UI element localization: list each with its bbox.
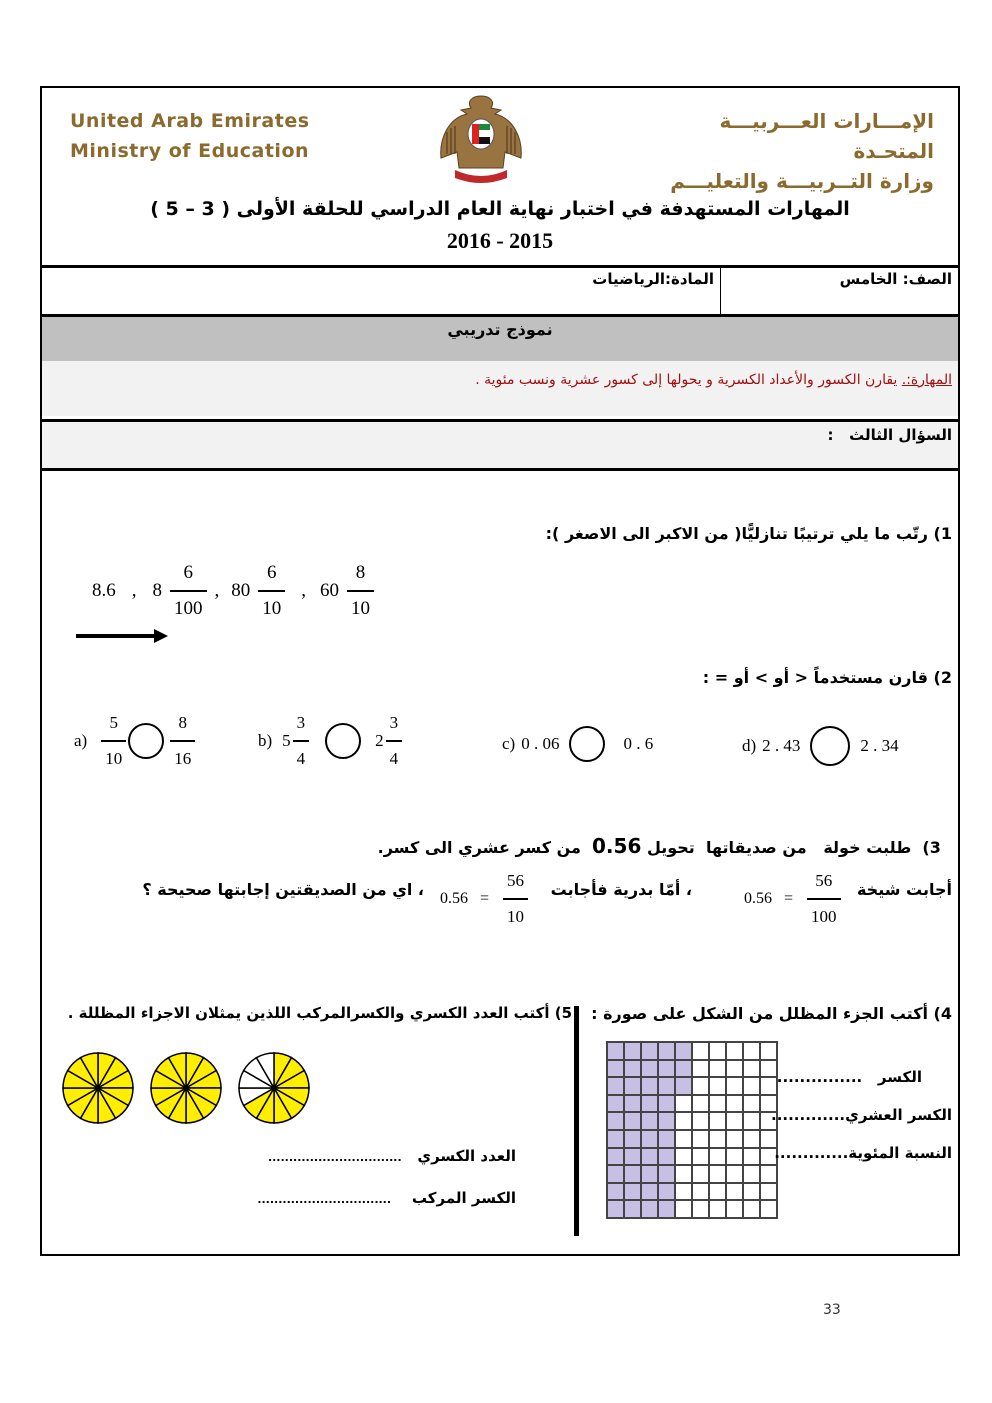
grid-cell	[675, 1148, 692, 1166]
grid-cell	[726, 1148, 743, 1166]
grid-cell	[743, 1183, 760, 1201]
grid-cell	[743, 1200, 760, 1218]
answer-circle-d[interactable]	[810, 726, 850, 766]
divider	[720, 267, 721, 315]
q1-prompt: 1) رتّب ما يلي ترتيبًا تنازليًّا( من الاكبر الى الاصغر ):	[545, 524, 952, 543]
grid-cell	[726, 1060, 743, 1078]
grid-cell-shaded	[624, 1060, 641, 1078]
grid-cell-shaded	[624, 1165, 641, 1183]
grid-cell	[743, 1042, 760, 1060]
fraction-circle-icon	[148, 1050, 224, 1126]
grid-cell	[675, 1165, 692, 1183]
skill-line	[475, 372, 952, 388]
q5-fields	[257, 1136, 516, 1220]
skill-box	[42, 361, 958, 416]
grid-cell-shaded	[624, 1148, 641, 1166]
grid-cell	[709, 1077, 726, 1095]
q1-item-4-whole: 60	[320, 580, 339, 601]
grid-cell-shaded	[624, 1077, 641, 1095]
fraction-circles	[60, 1050, 312, 1126]
grid-cell-shaded	[641, 1200, 658, 1218]
grid-cell	[709, 1060, 726, 1078]
logo-ar-line1: الإمـــارات العـــربيـــة المتحـدة	[719, 109, 934, 163]
grid-cell	[726, 1095, 743, 1113]
q4-prompt: 4) أكتب الجزء المظلل من الشكل على صورة :	[591, 1004, 952, 1023]
grid-cell	[760, 1042, 777, 1060]
grid-cell-shaded	[658, 1165, 675, 1183]
subject-label: المادة:الرياضيات	[592, 270, 714, 288]
right-arrow-icon	[76, 628, 168, 648]
q2-label-d: d)	[742, 736, 757, 755]
grid-cell	[743, 1130, 760, 1148]
grid-cell	[675, 1095, 692, 1113]
grid-cell	[760, 1200, 777, 1218]
grid-cell	[726, 1130, 743, 1148]
q3-answer-a: 0.56 = $\frac{56}{100}$	[744, 870, 843, 928]
page-title: المهارات المستهدفة في اختبار نهاية العام الدراسي للحلقة الأولى ( 3 – 5 )	[150, 198, 850, 220]
q4-fields	[771, 1058, 952, 1172]
grid-cell	[709, 1112, 726, 1130]
grid-cell	[709, 1148, 726, 1166]
grid-cell	[709, 1042, 726, 1060]
q4-field-label: النسبة المئوية	[848, 1144, 952, 1162]
answer-circle-a[interactable]	[128, 723, 164, 759]
grid-cell-shaded	[624, 1130, 641, 1148]
grid-cell-shaded	[607, 1130, 624, 1148]
answer-circle-c[interactable]	[569, 726, 605, 762]
q3-answer-b: 0.56 = $\frac{56}{10}$	[440, 870, 530, 928]
q4-field-label: الكسر العشري	[845, 1106, 952, 1124]
grid-cell-shaded	[641, 1148, 658, 1166]
q2-label-a: a)	[74, 731, 88, 750]
q2-label-c: c)	[502, 734, 516, 753]
grid-cell-shaded	[624, 1095, 641, 1113]
grid-cell-shaded	[607, 1183, 624, 1201]
grid-cell	[675, 1130, 692, 1148]
decimal-blank[interactable]: .............	[771, 1106, 846, 1124]
logo-ar-line2: وزارة التــربيـــة والتعليـــم	[670, 169, 934, 193]
grid-cell	[743, 1077, 760, 1095]
grid-cell-shaded	[607, 1200, 624, 1218]
grid-cell-shaded	[607, 1060, 624, 1078]
grid-cell-shaded	[607, 1042, 624, 1060]
separator: ,	[214, 580, 220, 601]
grid-cell	[692, 1095, 709, 1113]
grid-cell-shaded	[675, 1077, 692, 1095]
q3-value: 0.56	[592, 834, 642, 858]
skill-label: المهارة:.	[901, 372, 952, 388]
fraction-circle-icon	[236, 1050, 312, 1126]
grid-cell	[692, 1200, 709, 1218]
grid-cell-shaded	[658, 1042, 675, 1060]
q3-answer-a-label: أجابت شيخة	[856, 880, 952, 899]
logo-en-line2: Ministry of Education	[70, 140, 310, 162]
grid-cell	[692, 1112, 709, 1130]
grid-cell	[709, 1183, 726, 1201]
hundred-grid	[606, 1041, 778, 1219]
grid-cell-shaded	[624, 1183, 641, 1201]
improper-fraction-blank[interactable]: ................................	[257, 1193, 392, 1206]
grid-cell-shaded	[641, 1060, 658, 1078]
grid-cell-shaded	[675, 1060, 692, 1078]
grid-cell-shaded	[641, 1095, 658, 1113]
grid-cell	[726, 1165, 743, 1183]
grid-cell-shaded	[658, 1200, 675, 1218]
q2-prompt: 2) قارن مستخدماً < أو > أو = :	[702, 668, 952, 687]
grid-cell	[709, 1200, 726, 1218]
grid-cell-shaded	[607, 1077, 624, 1095]
fraction-circle-icon	[60, 1050, 136, 1126]
grid-cell-shaded	[658, 1148, 675, 1166]
grid-cell-shaded	[658, 1060, 675, 1078]
grid-cell	[709, 1130, 726, 1148]
grid-cell-shaded	[624, 1200, 641, 1218]
q3-middle-text: ، أمّا بدرية فأجابت	[550, 880, 692, 899]
grid-cell	[726, 1112, 743, 1130]
q3-prompt: 3) طلبت خولة من صديقاتها تحويل 0.56 من كسر عشري الى كسر.	[377, 834, 941, 858]
grid-cell-shaded	[607, 1112, 624, 1130]
grid-cell-shaded	[607, 1095, 624, 1113]
grid-cell	[692, 1130, 709, 1148]
mixed-number-blank[interactable]: ................................	[267, 1151, 402, 1164]
grid-cell	[692, 1060, 709, 1078]
skill-text: يقارن الكسور والأعداد الكسرية و يحولها إلى كسور عشرية ونسب مئوية .	[475, 372, 902, 388]
separator: ,	[131, 580, 137, 601]
q2-item-a: a) $\frac{5}{10}$ $\frac{8}{16}$	[74, 712, 197, 770]
grid-cell-shaded	[624, 1112, 641, 1130]
grid-cell-shaded	[641, 1130, 658, 1148]
grid-cell	[675, 1183, 692, 1201]
fraction-blank[interactable]: ...............	[776, 1068, 863, 1086]
grid-cell-shaded	[641, 1112, 658, 1130]
vertical-divider	[574, 1006, 579, 1236]
grid-cell-shaded	[675, 1042, 692, 1060]
grid-cell	[692, 1165, 709, 1183]
divider	[40, 265, 960, 268]
grid-cell-shaded	[641, 1077, 658, 1095]
divider	[40, 468, 960, 471]
question-header-box	[42, 422, 958, 468]
grid-cell	[692, 1148, 709, 1166]
grid-cell	[726, 1200, 743, 1218]
q2-item-c: c) 0 . 06 0 . 6	[502, 726, 653, 762]
q1-item-2-whole: 8	[152, 580, 162, 601]
grid-cell	[743, 1060, 760, 1078]
grid-cell-shaded	[641, 1183, 658, 1201]
grid-cell-shaded	[607, 1165, 624, 1183]
page-number: 33	[823, 1302, 841, 1318]
grid-cell-shaded	[641, 1042, 658, 1060]
q3-question: ، اي من الصديقتين إجابتها صحيحة ؟	[142, 880, 424, 899]
banner-title: نموذج تدريبي	[447, 320, 553, 339]
question-header: السؤال الثالث :	[827, 426, 952, 444]
grid-cell	[743, 1165, 760, 1183]
grid-cell-shaded	[658, 1077, 675, 1095]
grid-cell	[743, 1112, 760, 1130]
grid-cell	[743, 1148, 760, 1166]
grid-cell-shaded	[658, 1112, 675, 1130]
q2-label-b: b)	[258, 731, 273, 750]
grid-cell-shaded	[658, 1130, 675, 1148]
separator: ,	[301, 580, 306, 601]
grid-cell	[726, 1183, 743, 1201]
q5-field-label: العدد الكسري	[417, 1147, 516, 1165]
grid-cell-shaded	[658, 1183, 675, 1201]
grid-cell-shaded	[641, 1165, 658, 1183]
q1-item-2-fraction: $\frac{6}{100}$	[170, 562, 207, 620]
q1-numbers	[92, 562, 376, 620]
logo-en-line1: United Arab Emirates	[70, 110, 310, 132]
grid-cell	[675, 1200, 692, 1218]
q2-item-b: b) 5 $\frac{3}{4}$ 2 $\frac{3}{4}$	[258, 712, 404, 770]
grid-cell	[675, 1112, 692, 1130]
q1-item-3-whole: 80	[231, 580, 251, 601]
percent-blank[interactable]: .............	[774, 1144, 849, 1162]
grid-cell	[726, 1077, 743, 1095]
grid-cell	[692, 1077, 709, 1095]
grid-cell-shaded	[607, 1148, 624, 1166]
grid-cell	[692, 1183, 709, 1201]
grid-cell-shaded	[624, 1042, 641, 1060]
grid-cell	[726, 1042, 743, 1060]
grid-cell	[709, 1095, 726, 1113]
uae-emblem-icon	[433, 88, 529, 188]
grade-label: الصف: الخامس	[839, 270, 952, 288]
q5-field-label: الكسر المركب	[411, 1189, 516, 1207]
grid-cell-shaded	[658, 1095, 675, 1113]
answer-circle-b[interactable]	[325, 723, 361, 759]
logo-ar	[634, 106, 934, 196]
grid-cell	[692, 1042, 709, 1060]
grid-cell	[743, 1095, 760, 1113]
q4-field-label: الكسر	[877, 1068, 922, 1086]
q5-prompt: 5) أكتب العدد الكسري والكسرالمركب اللذين يمثلان الاجزاء المظللة .	[67, 1004, 572, 1022]
grid-cell	[760, 1183, 777, 1201]
q1-item-4-fraction: $\frac{8}{10}$	[347, 562, 374, 620]
q1-item-1: 8.6	[92, 580, 116, 601]
grid-cell	[709, 1165, 726, 1183]
academic-year: 2016 - 2015	[446, 228, 554, 253]
q2-item-d: d) 2 . 43 2 . 34	[742, 726, 899, 766]
logo-en	[70, 106, 310, 166]
q1-item-3-fraction: $\frac{6}{10}$	[258, 562, 285, 620]
